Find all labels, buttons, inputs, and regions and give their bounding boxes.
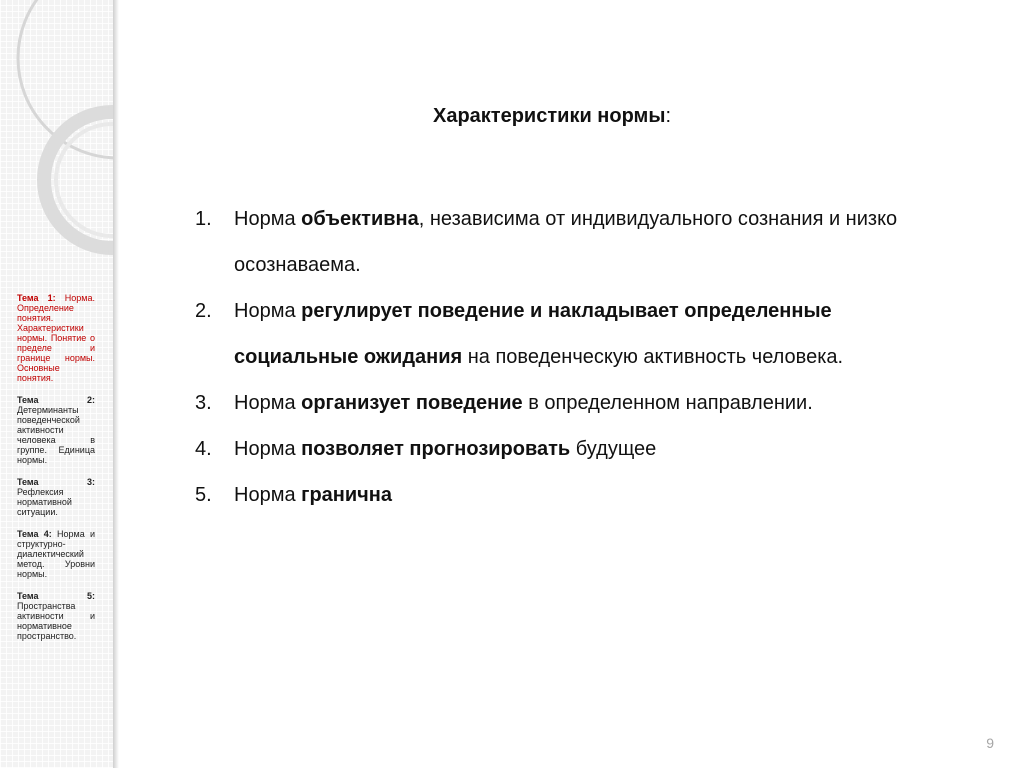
- list-number: 1.: [195, 208, 212, 230]
- item-emphasis: позволяет прогнозировать: [301, 438, 571, 460]
- item-text-rest: будущее: [570, 438, 657, 460]
- item-text-rest: на поведенческую активность человека.: [462, 346, 844, 368]
- item-text: Норма: [234, 208, 302, 230]
- topic-5[interactable]: [17, 591, 95, 641]
- list-number: 4.: [195, 438, 212, 460]
- topic-text: Пространства активности и нормативное пространство.: [17, 601, 95, 641]
- page-number: 9: [986, 735, 994, 751]
- page-title-colon: :: [665, 105, 671, 127]
- list-number: 3.: [195, 392, 212, 414]
- decorative-circles: [0, 0, 113, 300]
- list-number: 2.: [195, 300, 212, 322]
- item-emphasis: гранична: [301, 484, 392, 506]
- item-text-rest: , независима от индивидуального сознания и низко осознаваема.: [234, 208, 898, 276]
- item-emphasis: регулирует поведение и накладывает определенные социальные ожидания: [234, 300, 832, 368]
- item-text-rest: в определенном направлении.: [522, 392, 813, 414]
- item-emphasis: организует поведение: [301, 392, 523, 414]
- topic-2[interactable]: [17, 395, 95, 465]
- topic-text: Норма и структурно-диалектический метод. Уровни нормы.: [17, 529, 96, 579]
- topic-label: Тема 1:: [17, 293, 56, 303]
- page-title: [0, 105, 1024, 128]
- item-text: Норма: [234, 300, 302, 322]
- topic-label: Тема 5:: [17, 591, 95, 601]
- item-text: Норма: [234, 392, 302, 414]
- topic-text: Норма. Определение понятия. Характеристики нормы. Понятие о пределе и границе нормы. Основные понятия.: [17, 293, 95, 383]
- page-title-text: Характеристики нормы: [432, 105, 666, 127]
- topic-1[interactable]: [17, 293, 95, 383]
- list-item: [195, 380, 915, 426]
- topic-list: [17, 293, 95, 653]
- list-item: [195, 288, 915, 380]
- topic-label: Тема 3:: [17, 477, 95, 487]
- list-item: [195, 196, 915, 288]
- topic-label: Тема 2:: [17, 395, 95, 405]
- list-item: [195, 472, 915, 518]
- topic-label: Тема 4:: [17, 529, 52, 539]
- topic-text: Рефлексия нормативной ситуации.: [17, 487, 72, 517]
- item-emphasis: объективна: [301, 208, 419, 230]
- topic-4[interactable]: [17, 529, 95, 579]
- topic-text: Детерминанты поведенческой активности человека в группе. Единица нормы.: [17, 405, 95, 465]
- list-item: [195, 426, 915, 472]
- list-number: 5.: [195, 484, 212, 506]
- item-text: Норма: [234, 438, 302, 460]
- item-text: Норма: [234, 484, 302, 506]
- norm-characteristics-list: [195, 196, 915, 518]
- topic-3[interactable]: [17, 477, 95, 517]
